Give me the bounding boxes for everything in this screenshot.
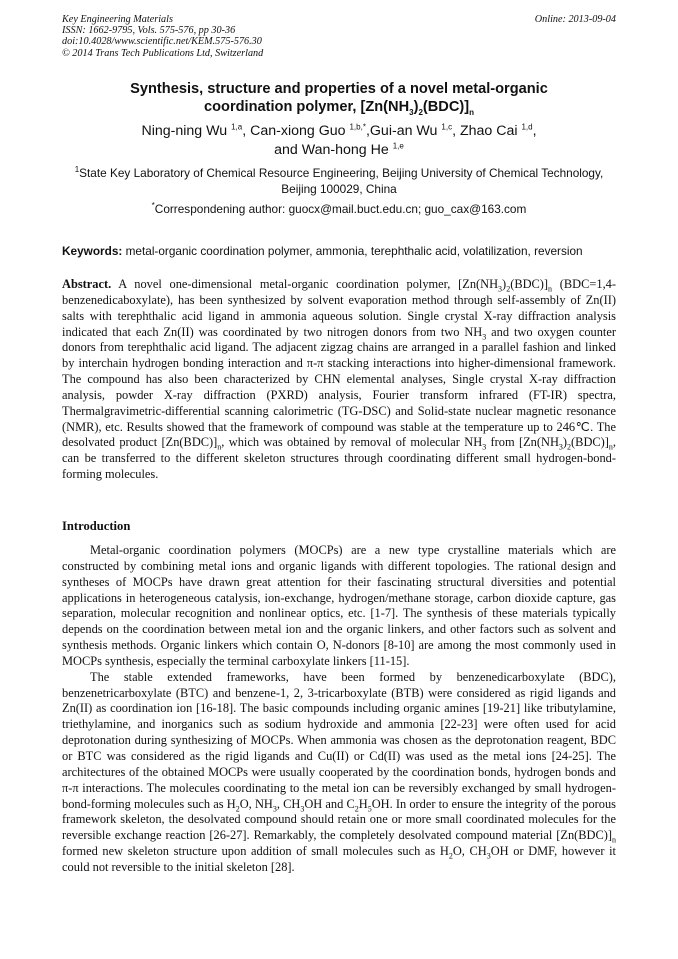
affiliation-text: State Key Laboratory of Chemical Resource Engineering, Beijing University of Chemical Technology, Beijing 100029, China — [79, 166, 604, 196]
authors-line-1 — [62, 122, 616, 141]
abstract-text: ) — [502, 277, 507, 291]
journal-doi: doi:10.4028/www.scientific.net/KEM.575-576.30 — [62, 36, 262, 48]
title-text: ) — [413, 99, 419, 115]
abstract-subscript: n — [217, 442, 222, 452]
author-affil-mark: 1,d — [521, 122, 533, 132]
paragraph-text: OH and C — [304, 796, 355, 811]
paragraph-text: O, CH — [452, 844, 487, 859]
paragraph-subscript: 2 — [354, 803, 359, 813]
title-subscript: 2 — [418, 107, 423, 117]
paragraph-text: OH. In order to ensure the integrity of the porous framework skeleton, the desolvated compound should retain one or more small coordinated molecules for the reversible exchange reaction [26-27]. Remarkably, the completely desolvated compound material [Zn(BDC)] — [62, 796, 616, 843]
author-affil-mark: 1,b,* — [349, 122, 366, 132]
journal-issn: ISSN: 1662-9795, Vols. 575-576, pp 30-36 — [62, 25, 236, 37]
abstract-text: and two oxygen counter donors from terephthalic acid ligand. The adjacent zigzag chains are arranged in a parallel fashion and linked by interchain hydrogen bonding interaction and π-π stacking interactions into higher-dimensional framework. The compound has also been characterized by CHN elemental analyses, Single crystal X-ray diffraction analysis, powder X-ray diffraction (PXRD) analysis, Fourier transform infrared (FT-IR) spectra, Thermalgravimetric-differential scanning calorimetric (TG-DSC) and Solid-state nuclear magnetic resonance (NMR), etc. Results showed that the framework of compound was stable at the temperature up to 246℃. The desolvated product [Zn(BDC)] — [62, 324, 616, 450]
paragraph-text: formed new skeleton structure upon addition of small molecules such as H — [62, 844, 449, 859]
keywords-text: metal-organic coordination polymer, ammonia, terephthalic acid, volatilization, reversion — [122, 244, 583, 258]
section-heading-introduction: Introduction — [62, 519, 131, 533]
affiliation — [62, 165, 616, 197]
paragraph: Metal-organic coordination polymers (MOCPs) are a new type crystalline materials which are constructed by combining metal ions and organic ligands with different topologies. The rational design and syntheses of MOCPs have drawn great attention for their fascinating structural diversities and potential applications in heterogeneous catalysis, ion-exchange, hydrogen/methane storage, carbon dioxide capture, gas separation, molecular recognition and nonlinear optics, etc. [1-7]. The synthesis of these materials typically depends on the coordination between metal ion and the organic linkers, and other factors such as solvent and synthesis methods. Organic linkers which contain O, N-donors [8-10] are among the most commonly used in MOCPs synthesis, especially the terminal carboxylate linkers [11-15]. — [62, 543, 616, 668]
abstract-subscript: 3 — [498, 284, 503, 294]
author-name: ,Gui-an Wu — [365, 123, 442, 139]
author-separator: , — [532, 123, 537, 139]
paragraph-text: H — [358, 796, 368, 811]
paragraph-subscript: 3 — [486, 851, 491, 861]
paragraph-text: OH or DMF, however it could not reversible to the initial skeleton [28]. — [62, 844, 616, 874]
introduction-body — [62, 543, 616, 876]
author-name: Ning-ning Wu — [141, 123, 232, 139]
abstract-text: ) — [562, 435, 568, 450]
paragraph-subscript: 3 — [300, 803, 305, 813]
correspondence-text: Correspondening author: guocx@mail.buct.edu.cn; guo_cax@163.com — [154, 202, 527, 216]
paragraph-text: , CH — [276, 796, 301, 811]
abstract-subscript: 3 — [482, 442, 487, 452]
abstract-text: A novel one-dimensional metal-organic coordination polymer, [Zn(NH — [111, 277, 499, 291]
title-line-1: Synthesis, structure and properties of a novel metal-organic — [130, 81, 548, 97]
author-name: and Wan-hong He — [274, 142, 393, 158]
abstract-label: Abstract. — [62, 277, 112, 291]
abstract-text: , which was obtained by removal of molecular NH — [221, 435, 483, 450]
correspondence — [62, 201, 616, 217]
abstract-text: (BDC)] — [571, 435, 609, 450]
paper-title — [62, 80, 616, 116]
keywords-label: Keywords: — [62, 244, 123, 258]
author-list — [62, 122, 616, 160]
abstract-subscript: n — [608, 442, 613, 452]
author-affil-mark: 1,a — [231, 122, 243, 132]
journal-copyright: © 2014 Trans Tech Publications Ltd, Switzerland — [62, 47, 264, 59]
paragraph-subscript: 3 — [272, 803, 277, 813]
correspondence-mark: * — [151, 201, 155, 211]
title-text: coordination polymer, [Zn(NH — [204, 99, 410, 115]
abstract-subscript: 2 — [506, 284, 511, 294]
abstract-text: (BDC=1,4-benzenedicaboxylate), has been synthesized by solvent evaporation method through self-assembly of Zn(II) salts with terephthalic acid ligand in ammonia aqueous solution. Single crystal X-ray diffraction analysis indicated that each Zn(II) was coordinated by two nitrogen donors from two NH — [62, 277, 616, 339]
journal-name: Key Engineering Materials — [62, 14, 173, 25]
abstract-text: (BDC)] — [510, 277, 549, 291]
authors-line-2 — [62, 141, 616, 160]
abstract-subscript: n — [548, 284, 553, 294]
abstract-subscript: 3 — [482, 332, 487, 341]
online-date: Online: 2013-09-04 — [534, 14, 616, 25]
paragraph-subscript: 2 — [235, 803, 240, 813]
abstract-text: from [Zn(NH — [486, 435, 559, 450]
paragraph-text: O, NH — [239, 796, 273, 811]
paragraph-subscript: n — [612, 835, 616, 845]
title-line-2 — [62, 98, 616, 116]
abstract-subscript: 3 — [558, 442, 563, 452]
abstract-subscript: 2 — [567, 442, 572, 452]
keywords — [62, 244, 622, 259]
title-subscript: 3 — [409, 107, 414, 117]
paragraph — [62, 670, 616, 876]
abstract — [62, 277, 616, 483]
paragraph-text: The stable extended frameworks, have been formed by benzenedicarboxylate (BDC), benzenetricarboxylate (BTC) and benzene-1, 2, 3-tricarboxylate (BTB) were considered as rigid ligands and Zn(II) as coordination ion [16-18]. The basic compounds including organic amines [19-21] like tributylamine, triethylamine, and inorganics such as sodium hydroxide and ammonia [22-23] were often used for acid deprotonation during synthesizing of MOCPs. When ammonia was chosen as the deprotonation reagent, BDC or BTC was considered as the rigid ligands and Cu(II) or Cd(II) was used as the metal ions [24-25]. The architectures of the obtained MOCPs were usually cooperated by the coordination bonds, hydrogen bonds and π-π interactions. The molecules coordinating to the metal ion can be reversibly exchanged by small hydrogen-bond-forming molecules such as H — [62, 669, 616, 811]
abstract-text: , can be transferred to the different skeleton structures through coordinating different small hydrogen-bond-forming molecules. — [62, 435, 617, 482]
title-text: (BDC)] — [422, 99, 470, 115]
journal-header — [62, 14, 616, 59]
title-subscript: n — [469, 107, 474, 117]
author-name: , Can-xiong Guo — [242, 123, 350, 139]
author-affil-mark: 1,e — [392, 141, 404, 151]
paragraph-subscript: 2 — [448, 851, 453, 861]
author-affil-mark: 1,c — [441, 122, 453, 132]
author-name: , Zhao Cai — [452, 123, 522, 139]
paragraph-subscript: 5 — [367, 803, 372, 813]
affiliation-mark: 1 — [74, 165, 80, 175]
